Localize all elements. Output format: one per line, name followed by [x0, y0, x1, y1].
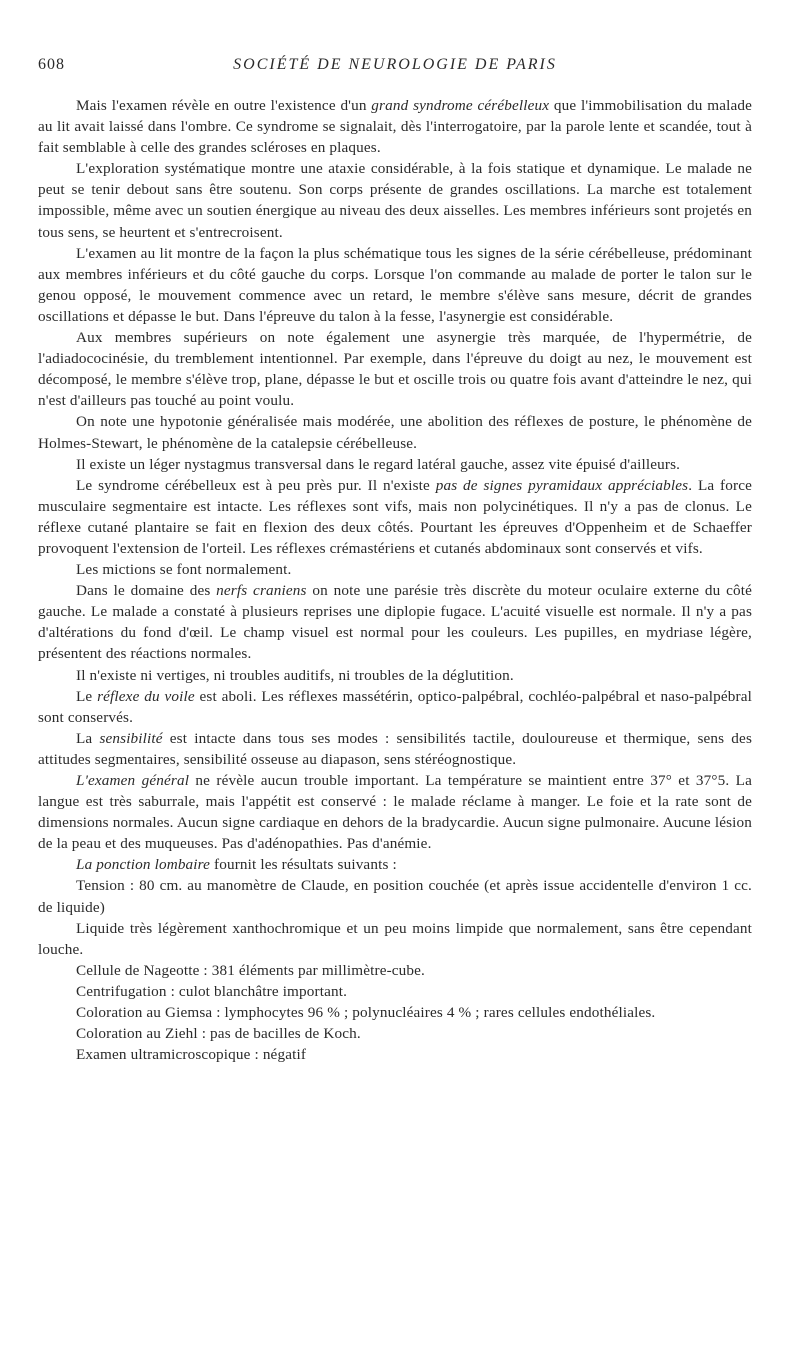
text-run: L'examen au lit montre de la façon la plus schématique tous les signes de la série cérébelleuse, prédominant aux membres inférieurs et du côté gauche du corps. Lorsque l'on commande au malade de porter le talon sur le genou opposé, le mouvement commence avec un retard, le membre s'élève sans mesure, décrit de grandes oscillations et dépasse le but. Dans l'épreuve du talon à la fesse, l'asynergie est considérable.	[38, 244, 752, 325]
text-run: est intacte dans tous ses modes : sensibilités tactile, douloureuse et thermique, sens des attitudes segmentaires, sensibilité osseuse au diapason, sens stéréognostique.	[38, 729, 753, 768]
text-run: Centrifugation : culot blanchâtre important.	[76, 982, 348, 1000]
text-run: Il n'existe ni vertiges, ni troubles auditifs, ni troubles de la déglutition.	[76, 666, 514, 684]
text-run: Les mictions se font normalement.	[76, 561, 292, 579]
paragraph	[38, 327, 752, 411]
text-run: ne révèle aucun trouble important. La température se maintient entre 37° et 37°5. La langue est très saburrale, mais l'appétit est conservé : le malade réclame à manger. Le foie et la rate sont de dimensions normales. Aucun signe cardiaque en dehors de la bradycardie. Aucun signe pulmonaire. Aucune lésion de la peau et des muqueuses. Pas d'adénopathies. Pas d'anémie.	[38, 772, 752, 853]
text-run: est aboli. Les réflexes massétérin, optico-palpébral, cochléo-palpébral et naso-palpébral sont conservés.	[38, 687, 753, 726]
paragraph	[38, 686, 752, 728]
text-run: Coloration au Ziehl : pas de bacilles de Koch.	[76, 1025, 361, 1043]
text-run: Le	[76, 687, 98, 705]
text-run: Aux membres supérieurs on note également une asynergie très marquée, de l'hypermétrie, de l'adiadococinésie, du tremblement intentionnel. Par exemple, dans l'épreuve du doigt au nez, le mouvement est décomposé, le membre s'élève trop, plane, dépasse le but et oscille trois ou quatre fois avant d'atteindre le nez, qui n'est d'ailleurs pas touché au point voulu.	[38, 329, 752, 410]
text-run: on note une parésie très discrète du moteur oculaire externe du côté gauche. Le malade a constaté à plusieurs reprises une diplopie fugace. L'acuité visuelle est normale. Il n'y a pas d'altérations du fond d'œil. Le champ visuel est normal pour les couleurs. Les pupilles, en mydriase légère, présentent des réactions normales.	[38, 582, 752, 663]
italic-phrase: L'examen général	[76, 772, 190, 789]
paragraph	[38, 1002, 752, 1023]
paragraph	[38, 95, 752, 158]
paragraph	[38, 559, 752, 580]
paragraph	[38, 854, 752, 875]
text-run: que l'immobilisation du malade au lit avait laissé dans l'ombre. Ce syndrome se signalait, dès l'interrogatoire, par la parole lente et scandée, tout à fait semblable à celle des grandes scléroses en plaques.	[38, 97, 752, 157]
text-run: Examen ultramicroscopique : négatif	[76, 1046, 307, 1064]
paragraph	[38, 243, 752, 327]
text-run: Le syndrome cérébelleux est à peu près pur. Il n'existe	[76, 476, 436, 494]
italic-phrase: pas de signes pyramidaux appréciables	[435, 476, 689, 494]
paragraph	[38, 580, 752, 664]
italic-phrase: nerfs craniens	[216, 582, 307, 600]
page-number: 608	[38, 56, 65, 73]
text-run: La	[76, 729, 100, 747]
paragraph	[38, 411, 752, 453]
paragraph	[38, 475, 752, 559]
paragraph	[38, 728, 752, 770]
text-run: Dans le domaine des	[76, 582, 217, 600]
italic-phrase: sensibilité	[99, 729, 163, 747]
paragraph	[38, 454, 752, 475]
text-run: L'exploration systématique montre une ataxie considérable, à la fois statique et dynamique. Le malade ne peut se tenir debout sans être soutenu. Son corps présente de grandes oscillations. La marche est totalement impossible, même avec un soutien énergique au niveau des deux aisselles. Les membres inférieurs sont projetés en tous sens, se heurtent et s'entrecroisent.	[38, 160, 752, 241]
paragraph	[38, 981, 752, 1002]
paragraph	[38, 1023, 752, 1044]
text-run: Mais l'examen révèle en outre l'existence d'un	[76, 97, 372, 114]
italic-phrase: La ponction lombaire	[76, 856, 211, 874]
text-run: Il existe un léger nystagmus transversal dans le regard latéral gauche, assez vite épuisé d'ailleurs.	[76, 455, 681, 473]
paragraph	[38, 770, 752, 854]
italic-phrase: grand syndrome cérébelleux	[371, 97, 550, 114]
body-text	[38, 95, 752, 1065]
text-run: On note une hypotonie généralisée mais modérée, une abolition des réflexes de posture, le phénomène de Holmes-Stewart, le phénomène de la catalepsie cérébelleuse.	[38, 413, 752, 452]
text-run: Cellule de Nageotte : 381 éléments par millimètre-cube.	[76, 961, 426, 979]
paragraph	[38, 875, 752, 917]
text-run: Coloration au Giemsa : lymphocytes 96 % ; polynucléaires 4 % ; rares cellules endothéliales.	[76, 1004, 656, 1022]
text-run: Liquide très légèrement xanthochromique et un peu moins limpide que normalement, sans être cependant louche.	[38, 919, 752, 958]
text-run: fournit les résultats suivants :	[210, 856, 397, 874]
paragraph	[38, 665, 752, 686]
paragraph	[38, 918, 752, 960]
paragraph	[38, 158, 752, 242]
running-title: SOCIÉTÉ DE NEUROLOGIE DE PARIS	[233, 56, 557, 73]
paragraph	[38, 960, 752, 981]
text-run: Tension : 80 cm. au manomètre de Claude, en position couchée (et après issue accidentelle d'environ 1 cc. de liquide)	[38, 877, 752, 916]
page-header	[38, 56, 752, 86]
paragraph	[38, 1044, 752, 1065]
italic-phrase: réflexe du voile	[97, 687, 195, 705]
text-run: . La force musculaire segmentaire est intacte. Les réflexes sont vifs, mais non polycinétiques. Il n'y a pas de clonus. Le réflexe cutané plantaire se fait en flexion des deux côtés. Pourtant les épreuves d'Oppenheim et de Schaeffer provoquent l'extension de l'orteil. Les réflexes crémastériens et cutanés abdominaux sont conservés et vifs.	[38, 476, 752, 557]
